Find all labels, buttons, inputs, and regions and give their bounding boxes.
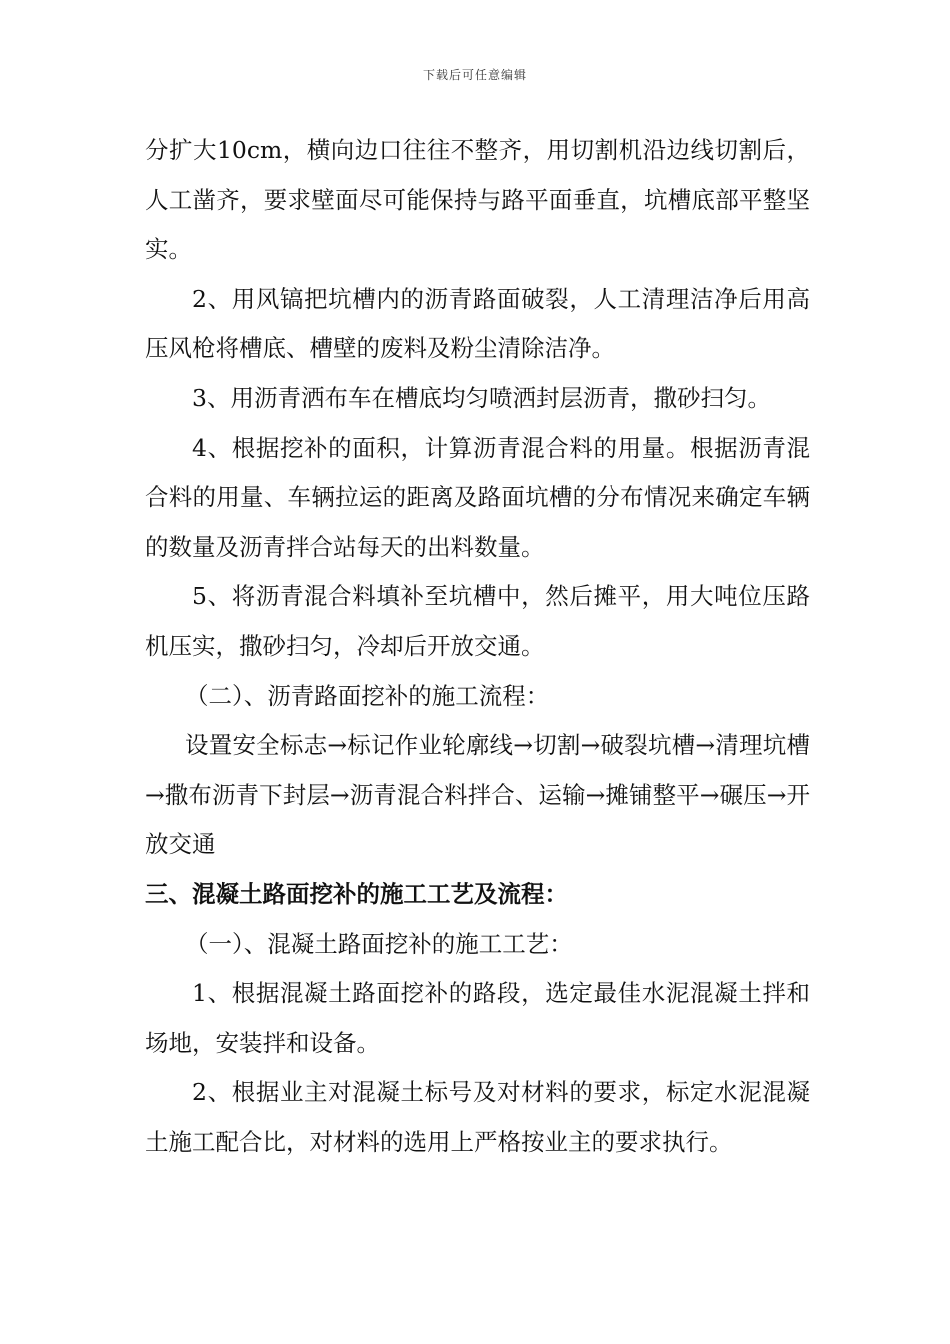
subheading-concrete-process: （一）、混凝土路面挖补的施工工艺：: [185, 929, 573, 958]
paragraph-continuation: 分扩大10cm，横向边口往往不整齐，用切割机沿边线切割后，人工凿齐，要求壁面尽可能保持与路平面垂直，坑槽底部平整坚实。: [145, 136, 810, 264]
section-heading-concrete: 三、混凝土路面挖补的施工工艺及流程：: [145, 879, 568, 908]
document-body: [145, 126, 810, 1167]
paragraph-step-2: 2、用风镐把坑槽内的沥青路面破裂，人工清理洁净后用高压风枪将槽底、槽壁的废料及粉尘清除洁净。: [145, 284, 810, 363]
paragraph-step-3: 3、用沥青洒布车在槽底均匀喷洒封层沥青，撒砂扫匀。: [192, 383, 771, 412]
paragraph-step-5: 5、将沥青混合料填补至坑槽中，然后摊平，用大吨位压路机压实，撒砂扫匀，冷却后开放交通。: [145, 582, 810, 660]
paragraph-asphalt-flow: 设置安全标志→标记作业轮廓线→切割→破裂坑槽→清理坑槽→撒布沥青下封层→沥青混合料拌合、运输→摊铺整平→碾压→开放交通: [145, 731, 810, 859]
paragraph-concrete-step-1: 1、根据混凝土路面挖补的路段，选定最佳水泥混凝土拌和场地，安装拌和设备。: [145, 979, 810, 1057]
subheading-asphalt-flow: （二）、沥青路面挖补的施工流程：: [185, 681, 550, 710]
paragraph-step-4: 4、根据挖补的面积，计算沥青混合料的用量。根据沥青混合料的用量、车辆拉运的距离及路面坑槽的分布情况来确定车辆的数量及沥青拌合站每天的出料数量。: [145, 433, 810, 561]
paragraph-concrete-step-2: 2、根据业主对混凝土标号及对材料的要求，标定水泥混凝土施工配合比，对材料的选用上严格按业主的要求执行。: [145, 1078, 810, 1156]
header-note: 下载后可任意编辑: [422, 68, 527, 82]
